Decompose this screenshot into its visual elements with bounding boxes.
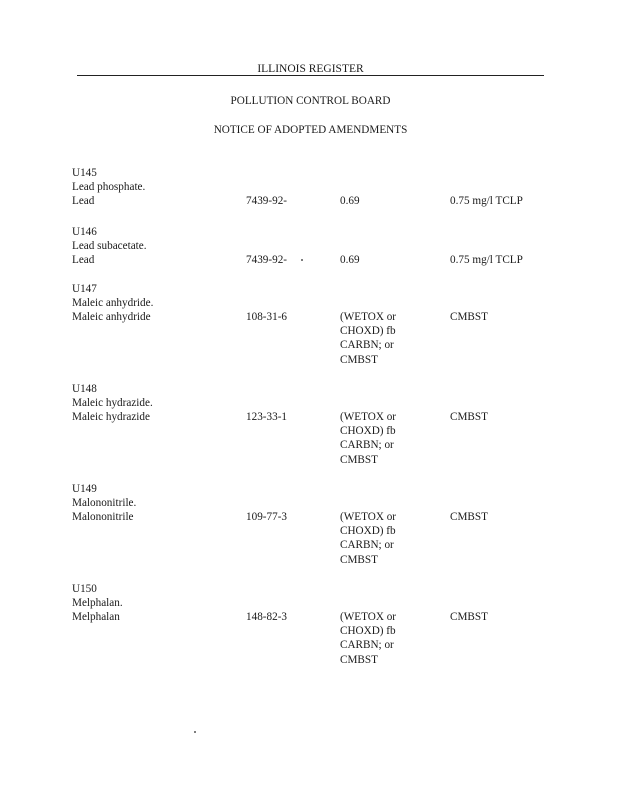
waste-code-list (72, 166, 552, 682)
constituent-name: Maleic hydrazide (72, 411, 150, 423)
nonwastewater-standard: CMBST (450, 411, 488, 423)
constituent-name: Malononitrile (72, 511, 134, 523)
cas-number: 108-31-6 (246, 311, 288, 323)
cas-number: 123-33-1 (246, 411, 288, 423)
technology-line: CMBST (340, 653, 378, 666)
nonwastewater-standard: CMBST (450, 611, 488, 623)
entry-u149 (72, 482, 552, 582)
technology-code-stack (340, 310, 396, 367)
technology-line: (WETOX or (340, 611, 397, 623)
technology-line: CARBN; or (340, 639, 394, 652)
technology-line: CARBN; or (340, 339, 394, 352)
wastewater-standard: 0.69 (340, 195, 360, 207)
waste-title: Lead phosphate. (72, 181, 146, 193)
waste-code: U149 (72, 483, 97, 495)
waste-title: Lead subacetate. (72, 240, 147, 252)
constituent-name: Melphalan (72, 611, 120, 623)
nonwastewater-standard: 0.75 mg/l TCLP (450, 195, 523, 207)
nonwastewater-standard: 0.75 mg/l TCLP (450, 254, 523, 266)
waste-code: U146 (72, 226, 97, 238)
entry-u150 (72, 582, 552, 682)
technology-code-stack (340, 610, 396, 667)
technology-line: (WETOX or (340, 411, 397, 423)
technology-line: CMBST (340, 553, 378, 566)
waste-code: U147 (72, 283, 97, 295)
entry-u145 (72, 166, 552, 225)
scan-speck (194, 731, 196, 733)
waste-code: U145 (72, 167, 97, 179)
entry-u148 (72, 382, 552, 482)
technology-line: CARBN; or (340, 439, 394, 452)
technology-code-stack (340, 410, 396, 467)
board-name: POLLUTION CONTROL BOARD (230, 95, 391, 107)
constituent-name: Lead (72, 195, 95, 207)
waste-code: U148 (72, 383, 97, 395)
technology-line: CMBST (340, 453, 378, 466)
entry-u147 (72, 282, 552, 382)
constituent-name: Lead (72, 254, 95, 266)
nonwastewater-standard: CMBST (450, 311, 488, 323)
register-title: ILLINOIS REGISTER (257, 63, 364, 75)
waste-title: Maleic hydrazide. (72, 397, 153, 409)
waste-title: Melphalan. (72, 597, 123, 609)
scan-speck (301, 259, 303, 261)
entry-u146 (72, 225, 552, 282)
cas-number: 7439-92- (246, 195, 288, 207)
technology-line: CHOXD) fb (340, 425, 396, 438)
waste-code: U150 (72, 583, 97, 595)
notice-title: NOTICE OF ADOPTED AMENDMENTS (213, 124, 408, 136)
technology-line: CARBN; or (340, 539, 394, 552)
technology-line: (WETOX or (340, 511, 397, 523)
technology-line: CHOXD) fb (340, 525, 396, 538)
nonwastewater-standard: CMBST (450, 511, 488, 523)
technology-line: CMBST (340, 353, 378, 366)
cas-number: 148-82-3 (246, 611, 288, 623)
technology-line: CHOXD) fb (340, 325, 396, 338)
technology-code-stack (340, 510, 396, 567)
cas-number: 7439-92- (246, 254, 288, 266)
waste-title: Malononitrile. (72, 497, 137, 509)
waste-title: Maleic anhydride. (72, 297, 154, 309)
wastewater-standard: 0.69 (340, 254, 360, 266)
constituent-name: Maleic anhydride (72, 311, 151, 323)
cas-number: 109-77-3 (246, 511, 288, 523)
technology-line: CHOXD) fb (340, 625, 396, 638)
header-rule (77, 75, 544, 76)
technology-line: (WETOX or (340, 311, 397, 323)
